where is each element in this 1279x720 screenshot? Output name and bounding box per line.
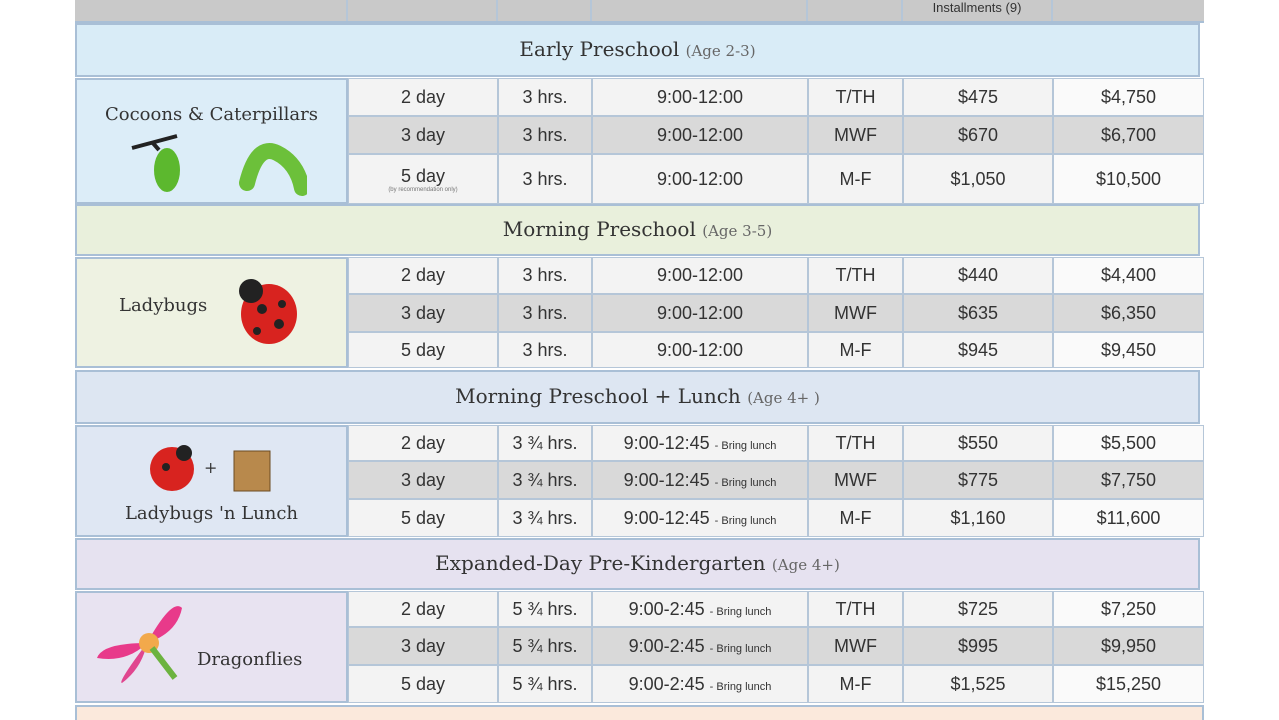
hours: 3 hrs.: [522, 302, 568, 323]
lunch-note: - Bring lunch: [709, 680, 772, 693]
table-cell: [592, 665, 808, 703]
class-name: Ladybugs 'n Lunch: [124, 503, 299, 524]
table-cell: [348, 78, 498, 116]
section-age: (Age 4+): [771, 556, 840, 574]
table-cell: [498, 332, 592, 368]
schedule: T/TH: [835, 86, 876, 107]
lunch-note: - Bring lunch: [714, 439, 777, 452]
table-cell: [1053, 294, 1204, 332]
table-cell: [1053, 332, 1204, 368]
days: 2 day: [400, 598, 446, 619]
table-cell: [1053, 154, 1204, 204]
annual-price: $7,750: [1100, 469, 1157, 490]
ladybug-icon: [227, 269, 307, 354]
table-cell: [498, 154, 592, 204]
days: 5 day: [400, 165, 446, 186]
table-cell: [808, 627, 903, 665]
annual-price: $4,750: [1100, 86, 1157, 107]
table-cell: [498, 665, 592, 703]
table-cell: [498, 627, 592, 665]
table-cell: [903, 332, 1053, 368]
hours: 3 ¾ hrs.: [512, 432, 578, 453]
hours: 3 hrs.: [522, 339, 568, 360]
section-title: Early Preschool: [519, 37, 680, 61]
section-title: Morning Preschool: [502, 217, 696, 241]
table-cell: [903, 591, 1053, 627]
time-range: 9:00-2:45: [628, 598, 705, 619]
table-cell: [498, 425, 592, 461]
table-cell: [498, 78, 592, 116]
schedule: MWF: [834, 469, 877, 490]
time-range: 9:00-2:45: [628, 673, 705, 694]
time-range: 9:00-12:45: [623, 469, 710, 490]
table-cell: [592, 332, 808, 368]
table-cell: [348, 665, 498, 703]
annual-price: $9,450: [1100, 339, 1157, 360]
header-cell: [592, 0, 808, 21]
schedule: M-F: [839, 673, 872, 694]
hours: 5 ¾ hrs.: [512, 598, 578, 619]
section-age: (Age 3-5): [702, 222, 773, 240]
enrollment-note: (by recommendation only): [388, 186, 458, 193]
table-cell: [808, 332, 903, 368]
table-cell: [348, 461, 498, 499]
class-group-cell: [75, 78, 348, 204]
section-header: [75, 370, 1200, 424]
time-range: 9:00-12:45: [623, 507, 710, 528]
cocoon-caterpillar-icon: [107, 128, 307, 203]
table-cell: [498, 461, 592, 499]
table-cell: [903, 425, 1053, 461]
hours: 3 hrs.: [522, 86, 568, 107]
time-range: 9:00-12:00: [656, 168, 744, 189]
table-cell: [1053, 591, 1204, 627]
section-header: [75, 23, 1200, 77]
days: 3 day: [400, 302, 446, 323]
table-cell: [903, 78, 1053, 116]
table-cell: [498, 294, 592, 332]
table-cell: [903, 665, 1053, 703]
class-group-cell: [75, 425, 348, 537]
table-cell: [903, 499, 1053, 537]
table-cell: [808, 425, 903, 461]
header-cell: [808, 0, 903, 21]
installment-price: $670: [957, 124, 999, 145]
hours: 3 ¾ hrs.: [512, 469, 578, 490]
table-cell: [348, 294, 498, 332]
table-cell: [808, 499, 903, 537]
schedule: MWF: [834, 124, 877, 145]
lunch-note: - Bring lunch: [714, 514, 777, 527]
annual-price: $9,950: [1100, 635, 1157, 656]
table-cell: [348, 154, 498, 204]
table-cell: [348, 591, 498, 627]
table-cell: [348, 332, 498, 368]
table-cell: [592, 116, 808, 154]
time-cell-content: [657, 265, 743, 286]
table-cell: [348, 425, 498, 461]
table-cell: [498, 116, 592, 154]
hours: 5 ¾ hrs.: [512, 635, 578, 656]
table-cell: [808, 591, 903, 627]
section-age: (Age 2-3): [685, 42, 756, 60]
table-cell: [903, 116, 1053, 154]
table-cell: [1053, 499, 1204, 537]
time-cell-content: [624, 433, 777, 454]
header-cell: [498, 0, 592, 21]
installment-price: $1,525: [950, 673, 1006, 694]
schedule: M-F: [839, 168, 872, 189]
class-name: Cocoons & Caterpillars: [104, 104, 319, 125]
table-cell: [903, 461, 1053, 499]
hours: 3 hrs.: [522, 265, 568, 285]
schedule: T/TH: [835, 598, 876, 619]
time-cell-content: [629, 636, 772, 657]
class-group-cell: [75, 591, 348, 703]
header-cell: [348, 0, 498, 21]
table-cell: [348, 257, 498, 294]
time-cell-content: [657, 87, 743, 108]
lunch-note: - Bring lunch: [709, 642, 772, 655]
table-header-row: [75, 0, 1204, 23]
days: 2 day: [400, 265, 446, 285]
table-cell: [348, 116, 498, 154]
table-cell: [1053, 461, 1204, 499]
installment-price: $1,050: [950, 168, 1006, 189]
table-cell: [1053, 116, 1204, 154]
class-group-cell: [75, 257, 348, 368]
time-range: 9:00-12:00: [656, 339, 744, 360]
table-cell: [592, 294, 808, 332]
table-cell: [498, 591, 592, 627]
time-range: 9:00-12:00: [656, 124, 744, 145]
table-cell: [498, 499, 592, 537]
section-header: [75, 204, 1200, 256]
table-cell: [808, 78, 903, 116]
dragonfly-flower-icon: [97, 598, 197, 693]
table-cell: [1053, 257, 1204, 294]
table-cell: [808, 461, 903, 499]
installment-price: $635: [957, 302, 999, 323]
schedule: MWF: [834, 302, 877, 323]
table-cell: [498, 257, 592, 294]
time-cell-content: [629, 599, 772, 620]
hours: 5 ¾ hrs.: [512, 673, 578, 694]
table-cell: [592, 78, 808, 116]
section-title: Morning Preschool + Lunch: [455, 384, 741, 408]
days: 3 day: [400, 469, 446, 490]
hours: 3 hrs.: [522, 168, 568, 189]
table-cell: [903, 294, 1053, 332]
table-cell: [1053, 665, 1204, 703]
table-cell: [903, 257, 1053, 294]
table-cell: [1053, 425, 1204, 461]
days: 5 day: [400, 507, 446, 528]
installment-price: $550: [957, 432, 999, 453]
days: 3 day: [400, 124, 446, 145]
table-cell: [592, 499, 808, 537]
time-range: 9:00-12:00: [656, 86, 744, 107]
table-cell: [592, 627, 808, 665]
annual-price: $7,250: [1100, 598, 1157, 619]
time-range: 9:00-12:00: [656, 302, 744, 323]
table-cell: [592, 154, 808, 204]
schedule: T/TH: [835, 432, 876, 453]
time-cell-content: [657, 169, 743, 190]
table-cell: [808, 665, 903, 703]
lunch-note: - Bring lunch: [714, 476, 777, 489]
annual-price: $11,600: [1096, 507, 1161, 528]
table-cell: [808, 294, 903, 332]
time-cell-content: [657, 303, 743, 324]
table-cell: [592, 257, 808, 294]
table-cell: [808, 257, 903, 294]
time-cell-content: [624, 470, 777, 491]
annual-price: $4,400: [1100, 265, 1157, 285]
days: 5 day: [400, 673, 446, 694]
annual-price: $6,350: [1100, 302, 1157, 323]
svg-text:+: +: [204, 458, 218, 477]
table-cell: [348, 499, 498, 537]
annual-price: $5,500: [1100, 432, 1157, 453]
time-range: 9:00-12:45: [623, 432, 710, 453]
table-cell: [592, 461, 808, 499]
hours: 3 ¾ hrs.: [512, 507, 578, 528]
header-installments: Installments (9): [903, 0, 1053, 21]
time-cell-content: [629, 674, 772, 695]
days: 2 day: [400, 86, 446, 107]
annual-price: $6,700: [1100, 124, 1157, 145]
header-cell: [75, 0, 348, 21]
installment-price: $475: [957, 86, 999, 107]
installment-price: $1,160: [950, 507, 1006, 528]
schedule: M-F: [839, 339, 872, 360]
table-cell: [1053, 627, 1204, 665]
class-name: Ladybugs: [119, 295, 208, 316]
schedule: MWF: [834, 635, 877, 656]
table-cell: [808, 154, 903, 204]
time-cell-content: [624, 508, 777, 529]
table-cell: [592, 425, 808, 461]
installment-price: $945: [957, 339, 999, 360]
schedule: T/TH: [835, 265, 876, 285]
lunch-note: - Bring lunch: [709, 605, 772, 618]
time-range: 9:00-12:00: [656, 265, 744, 285]
days: 2 day: [400, 432, 446, 453]
section-title: Expanded-Day Pre-Kindergarten: [435, 551, 766, 575]
annual-price: $10,500: [1095, 168, 1162, 189]
table-cell: [1053, 78, 1204, 116]
installment-price: $725: [957, 598, 999, 619]
time-cell-content: [657, 125, 743, 146]
installment-price: $995: [957, 635, 999, 656]
table-cell: [592, 591, 808, 627]
table-cell: [808, 116, 903, 154]
section-age: (Age 4+ ): [747, 389, 820, 407]
time-range: 9:00-2:45: [628, 635, 705, 656]
ladybug-lunch-bag-icon: [142, 441, 292, 501]
schedule: M-F: [839, 507, 872, 528]
section-header: [75, 538, 1200, 590]
table-cell: [903, 627, 1053, 665]
time-cell-content: [657, 340, 743, 361]
table-cell: [348, 627, 498, 665]
days: 3 day: [400, 635, 446, 656]
class-name: Dragonflies: [197, 649, 303, 670]
next-section-header: [75, 705, 1204, 720]
table-cell: [903, 154, 1053, 204]
header-cell: [1053, 0, 1204, 21]
days: 5 day: [400, 339, 446, 360]
annual-price: $15,250: [1095, 673, 1162, 694]
installment-price: $440: [957, 265, 999, 285]
hours: 3 hrs.: [522, 124, 568, 145]
installment-price: $775: [957, 469, 999, 490]
